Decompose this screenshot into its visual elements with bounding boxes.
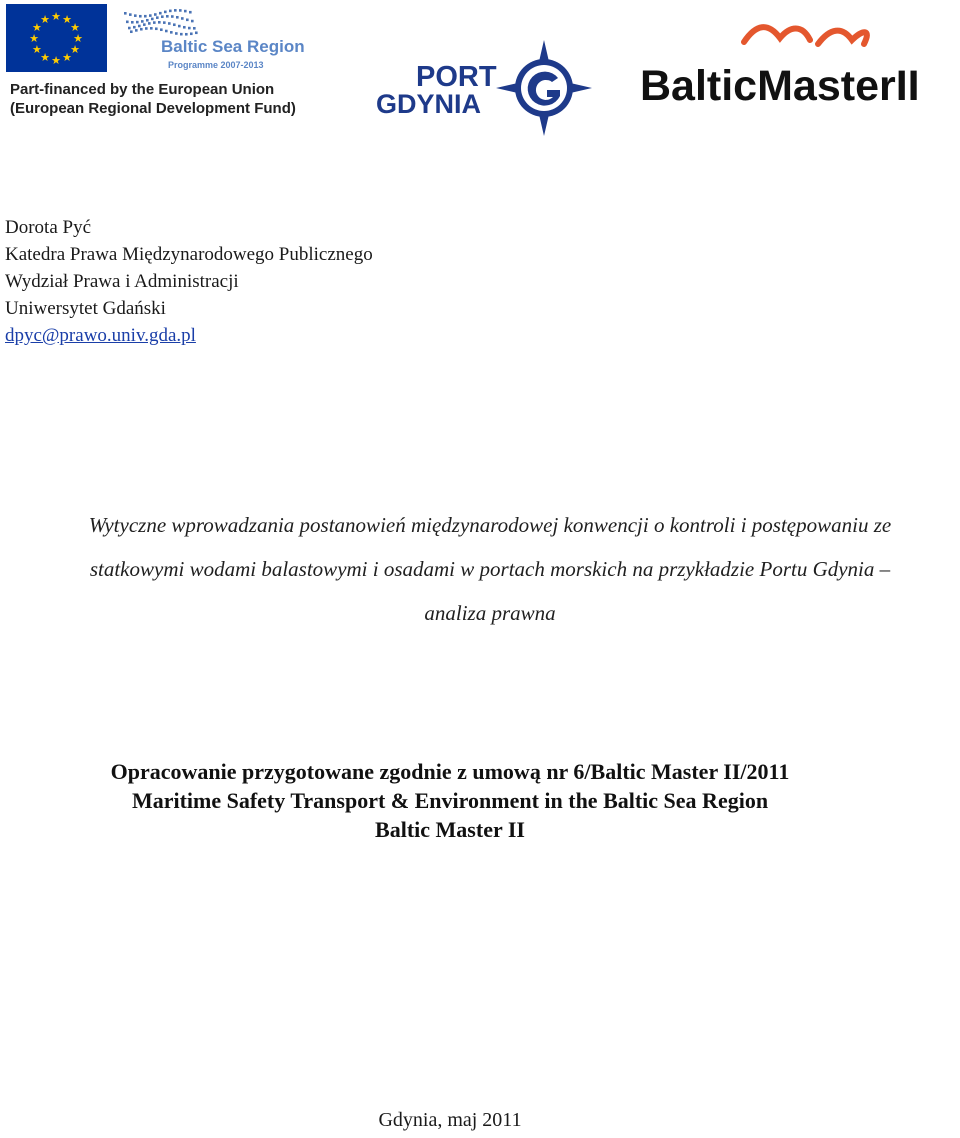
eu-star-icon: ★	[70, 44, 80, 56]
bsr-dot	[174, 9, 177, 12]
bsr-dot	[183, 26, 186, 29]
bsr-dot	[146, 19, 149, 22]
bsr-dot	[159, 12, 162, 15]
bsr-dot	[156, 16, 159, 19]
eu-star-icon: ★	[32, 44, 42, 56]
eu-funding-logo	[6, 4, 326, 124]
bsr-dot	[143, 23, 146, 26]
place-date: Gdynia, maj 2011	[378, 1109, 522, 1131]
eu-star-icon: ★	[29, 33, 39, 45]
project-line3: Baltic Master II	[375, 817, 525, 842]
bsr-dot	[178, 25, 181, 28]
bsr-dot	[130, 30, 133, 33]
bsr-dot	[179, 9, 182, 12]
bsr-dot	[168, 22, 171, 25]
eu-caption	[10, 80, 296, 118]
bsr-program-title: Baltic Sea Region	[161, 37, 305, 56]
bsr-dot	[136, 21, 139, 24]
bsr-dot	[193, 27, 196, 30]
author-university: Uniwersytet Gdański	[5, 298, 166, 319]
bsr-dot	[185, 33, 188, 36]
title-line2: statkowymi wodami balastowymi i osadami w portach morskich na przykładzie Portu Gdynia –	[89, 557, 891, 581]
bsr-dot	[184, 10, 187, 13]
bsr-dot	[151, 18, 154, 21]
bsr-dot	[186, 19, 189, 22]
title-line3: analiza prawna	[424, 601, 556, 625]
bsr-dot	[171, 15, 174, 18]
baltic-master-logo	[640, 18, 960, 118]
bsr-dot	[135, 29, 138, 32]
header-logos	[0, 0, 960, 140]
eu-star-icon: ★	[51, 11, 61, 23]
port-gdynia-logo	[374, 38, 604, 138]
bsr-dot	[139, 15, 142, 18]
bsr-dot	[150, 27, 153, 30]
bsr-dot	[180, 33, 183, 36]
bsr-dot	[140, 28, 143, 31]
bsr-dot	[164, 11, 167, 14]
bsr-dot	[154, 13, 157, 16]
bsr-dot	[163, 21, 166, 24]
bsr-program-sub: Programme 2007-2013	[168, 60, 264, 70]
bsr-dot	[181, 17, 184, 20]
author-email-link[interactable]: dpyc@prawo.univ.gda.pl	[5, 325, 196, 346]
bsr-dot	[191, 20, 194, 23]
bsr-dot	[158, 21, 161, 24]
bsr-dot	[165, 30, 168, 33]
bsr-dot	[161, 15, 164, 18]
author-faculty: Wydział Prawa i Administracji	[5, 271, 239, 292]
bsr-dot	[169, 10, 172, 13]
bsr-dot	[141, 20, 144, 23]
bsr-dot	[128, 27, 131, 30]
bsr-dot	[189, 11, 192, 14]
port-word: PORT	[416, 61, 497, 93]
bsr-dot	[173, 23, 176, 26]
author-block	[5, 214, 373, 349]
bsr-wave-icon	[124, 9, 198, 36]
author-department: Katedra Prawa Międzynarodowego Publicznego	[5, 244, 373, 265]
eu-star-icon: ★	[70, 22, 80, 34]
baltic-master-wordmark: BalticMasterII	[640, 62, 920, 110]
bsr-dot	[131, 21, 134, 24]
gdynia-word: GDYNIA	[376, 89, 482, 119]
bsr-dot	[144, 15, 147, 18]
bsr-dot	[133, 26, 136, 29]
bsr-dot	[153, 21, 156, 24]
eu-star-icon: ★	[51, 55, 61, 67]
compass-g-icon	[496, 40, 592, 136]
bsr-dot	[195, 31, 198, 34]
project-info	[0, 757, 900, 844]
eu-star-icon: ★	[73, 33, 83, 45]
eu-star-icon: ★	[40, 52, 50, 65]
bsr-dot	[170, 31, 173, 34]
eu-star-icon: ★	[32, 22, 42, 34]
eu-caption-line2: (European Regional Development Fund)	[10, 100, 296, 117]
bsr-dot	[155, 27, 158, 30]
eu-star-icon: ★	[62, 52, 72, 65]
bsr-dot	[129, 13, 132, 16]
bsr-dot	[166, 15, 169, 18]
bsr-dot	[138, 25, 141, 28]
bsr-dot	[175, 32, 178, 35]
bsr-dot	[126, 21, 129, 24]
title-line1: Wytyczne wprowadzania postanowień międzynarodowej konwencji o kontroli i postępowaniu ze	[88, 513, 892, 537]
bsr-dot	[149, 14, 152, 17]
eu-star-icon: ★	[40, 13, 50, 26]
bsr-dot	[160, 28, 163, 31]
eu-star-icon: ★	[62, 13, 72, 26]
project-line2: Maritime Safety Transport & Environment in the Baltic Sea Region	[131, 788, 769, 813]
bsr-dot	[124, 12, 127, 15]
bsr-dot	[176, 16, 179, 19]
bsr-dot	[148, 22, 151, 25]
wave-icon	[744, 27, 867, 44]
bsr-dot	[134, 14, 137, 17]
bsr-dot	[190, 32, 193, 35]
author-name: Dorota Pyć	[5, 217, 92, 238]
eu-flag-icon	[6, 4, 326, 79]
bsr-dot	[145, 27, 148, 30]
document-title	[20, 503, 960, 635]
bsr-dot	[188, 27, 191, 30]
project-line1: Opracowanie przygotowane zgodnie z umową nr 6/Baltic Master II/2011	[110, 759, 790, 784]
eu-caption-line1: Part-financed by the European Union	[10, 81, 275, 98]
